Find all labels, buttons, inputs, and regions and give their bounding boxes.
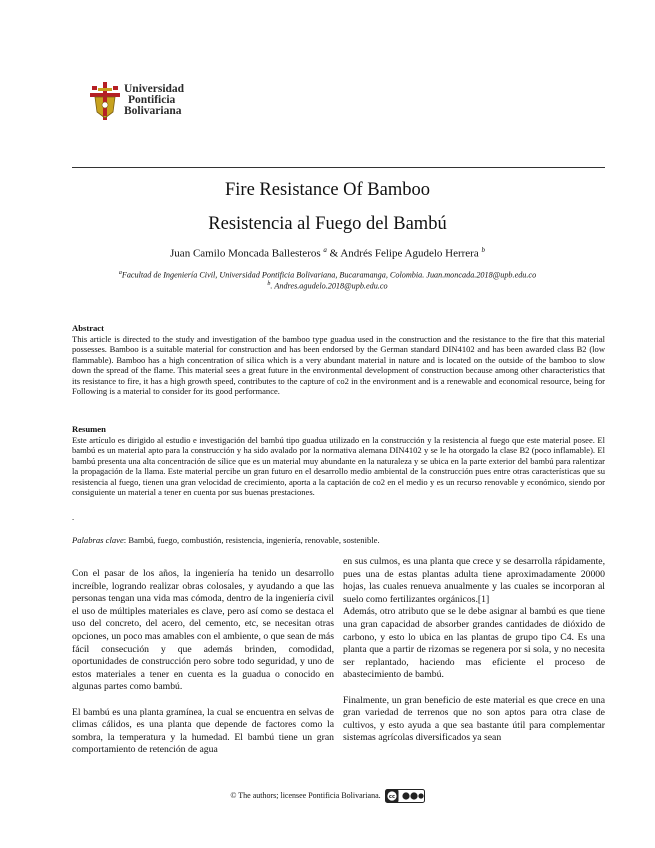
body-column-left: [72, 568, 334, 757]
footer-license: [0, 789, 655, 803]
body-left-paragraph-1: Con el pasar de los años, la ingeniería ha tenido un desarrollo increíble, logrando realizar obras colosales, y ayudando a que las personas tengan una vida mas cómoda, dentro de la ingeniería civil el uso de múltiples materiales es clave, pero así como se destaca el uso del concreto, del acero, del cemento, etc, se necesitan otras opciones, un poco mas amables con el ambiente, o que sean de más fácil consecución y que además brinden, comodidad, oportunidades de construcción pero sobre todo seguridad, y uno de estos materiales a tener en cuenta es la guadua o conocido en algunas partes como bambú.: [72, 568, 334, 693]
affiliation-a-text: Facultad de Ingeniería Civil, Universidad Pontificia Bolivariana, Bucaramanga, Colombia. Juan.moncada.2018@upb.edu.co: [121, 270, 537, 280]
title-spanish: Resistencia al Fuego del Bambú: [208, 214, 447, 234]
cc-label: cc: [388, 794, 395, 800]
logo-line-1: Universidad: [124, 83, 185, 95]
university-crest-icon: [88, 80, 122, 122]
keywords-text: : Bambú, fuego, combustión, resistencia, ingeniería, renovable, sostenible.: [123, 535, 380, 545]
university-logo-text: [124, 84, 184, 117]
affiliation-b: [0, 281, 655, 291]
author-a-marker: a: [323, 246, 327, 254]
body-left-paragraph-2: El bambú es una planta gramínea, la cual se encuentra en selvas de climas cálidos, es una planta que depende de factores como la sombra, la temperatura y la humedad. El bambú tiene un gran comportamiento de retención de agua: [72, 706, 334, 756]
author-a: Juan Camilo Moncada Ballesteros: [170, 247, 321, 260]
creative-commons-icon: [385, 789, 425, 803]
body-right-paragraph-3: Finalmente, un gran beneficio de este material es que crece en una gran variedad de terrenos que no son aptos para otra clase de cultivos, y esto ayuda a que sea bastante útil para complementar sistemas agrícolas diversificados ya sean: [343, 694, 605, 744]
body-right-paragraph-2: Además, otro atributo que se le debe asignar al bambú es que tiene una gran capacidad de absorber grandes cantidades de dióxido de carbono, y esto lo ubica en las plantas de grupo tipo C4. Es una planta que a partir de rizomas se regenera por si sola, y no necesita ser replantado, haciendo mas eficiente el proceso de abastecimiento de bambú.: [343, 606, 605, 681]
abstract-heading: Abstract: [72, 323, 104, 333]
affiliation-a: [0, 270, 655, 280]
body-right-paragraph-1: en sus culmos, es una planta que crece y se desarrolla rápidamente, pues una de estas plantas adulta tiene aproximadamente 20000 hojas, las cuales renueva anualmente y las cuales se incorporan al suelo como fertilizantes orgánicos.[1]: [343, 556, 605, 605]
author-separator: &: [326, 247, 341, 260]
author-b-marker: b: [481, 246, 485, 254]
author-line: [0, 246, 655, 260]
resumen-text: Este artículo es dirigido al estudio e investigación del bambú tipo guadua utilizado en la construcción y la resistencia al fuego que este material posee. El bambú es un material apto para la construcción y ha sido avalado por la normativa alemana DIN4102 y se le ha otorgado la clase B2 (poco inflamable). El bambú presenta una alta concentración de sílice que es un material muy abundante en la naturaleza y se ubica en la parte exterior del bambú para ralentizar la propagación de la llama. Este material percibe un gran futuro en el desarrollo medio ambiental de la construcción pues entre otras características que su resistencia al fuego, tienen una gran velocidad de crecimiento, aporta a la captación de co2 en el medio y es un recurso renovable y económico, siendo por consiguiente un material a tener en cuenta por sus buenas prestaciones.: [72, 435, 605, 498]
footer-text: © The authors; licensee Pontificia Bolivariana.: [230, 790, 381, 800]
body-column-right: [343, 556, 605, 745]
keywords-label: Palabras clave: [72, 535, 124, 545]
keywords-line: [72, 535, 380, 545]
affiliation-b-text: . Andres.agudelo.2018@upb.edu.co: [270, 281, 388, 291]
university-logo: [88, 80, 200, 124]
abstract-text: This article is directed to the study and investigation of the bamboo type guadua used in the construction and the resistance to the fire that this material possesses. Bamboo is a suitable material for construction and has been endorsed by the German standard DIN4102 and has been awarded class B2 (low flammable). Bamboo has a high concentration of silica which is a very abundant material in nature and is located on the outside of the bamboo to slow down the spread of the flame. This material sees a great future in the environmental development of construction because among other characteristics that its resistance to fire, it has a high growth speed, contributes to the capture of co2 in the environment and is a renewable and economical resource, being for Following is a material to consider for its good performance.: [72, 334, 605, 397]
resumen-heading: Resumen: [72, 424, 106, 434]
affiliation-b-marker: b: [267, 281, 271, 287]
affiliation-a-marker: a: [118, 270, 122, 276]
logo-line-3: Bolivariana: [124, 105, 182, 117]
resumen-trailing: .: [72, 512, 75, 522]
author-b: Andrés Felipe Agudelo Herrera: [340, 247, 479, 260]
title-english: Fire Resistance Of Bamboo: [225, 180, 430, 200]
logo-line-2: Pontificia: [128, 94, 176, 106]
header-divider: [72, 167, 605, 168]
